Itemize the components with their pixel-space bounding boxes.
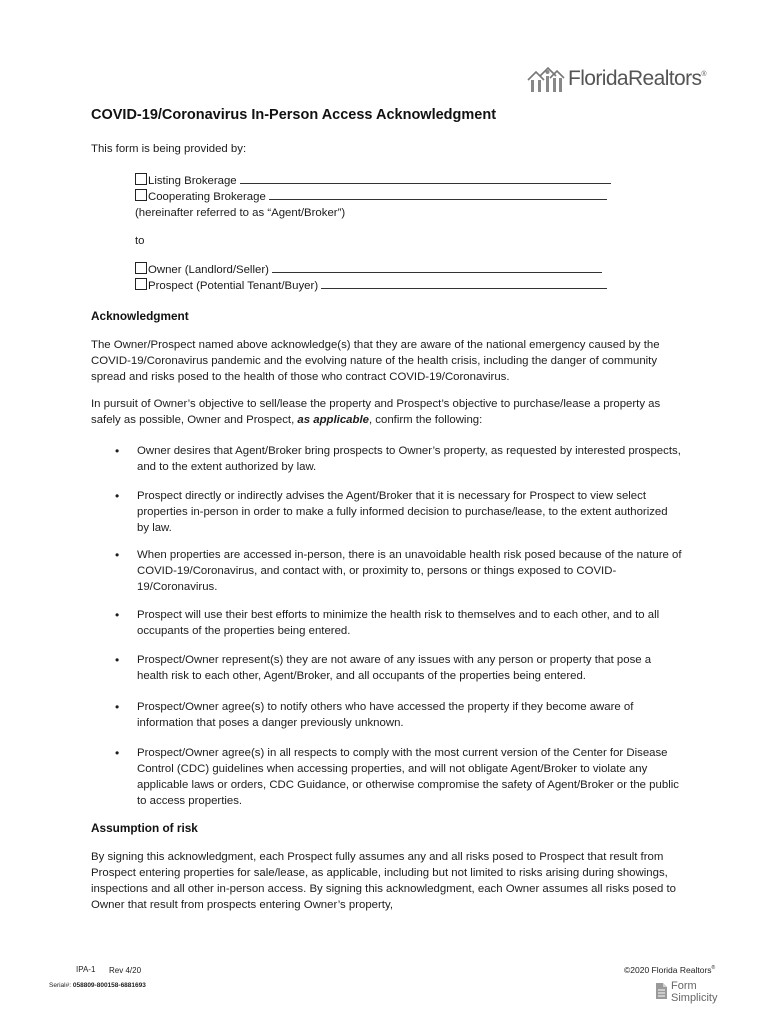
bullet-marker: • [115,608,120,622]
form-simplicity-wordmark: Form Simplicity [671,980,718,1004]
copyright-notice: ©2020 Florida Realtors® [624,965,716,975]
houses-logo-icon [526,62,566,96]
form-id: IPA-1 [76,965,96,974]
bullet-marker: • [115,653,120,667]
objective-paragraph: In pursuit of Owner’s objective to sell/lease the property and Prospect’s objective to purchase/lease a property as safely as possible, Owner and Prospect, as applicable, confirm the following: [91,398,661,426]
bullet-marker: • [115,746,120,760]
page-title: COVID-19/Coronavirus In-Person Access Acknowledgment [91,107,497,123]
acknowledgment-paragraph: The Owner/Prospect named above acknowledge(s) that they are aware of the national emergency caused by the COVID-19/Coronavirus pandemic and the evolving nature of the health crisis, including the danger of community spread and risks posed to the health of those who contract COVID-19/Coronavirus. [91,339,660,383]
listing-brokerage-label: Listing Brokerage [148,175,237,187]
bullet-item: Owner desires that Agent/Broker bring prospects to Owner’s property, as requested by interested prospects, and to the extent authorized by law. [137,445,681,473]
cooperating-brokerage-row [135,189,607,205]
bullet-item: Prospect/Owner agree(s) to notify others who have accessed the property if they become aware of information that poses a danger previously unknown. [137,701,634,729]
prospect-label: Prospect (Potential Tenant/Buyer) [148,280,319,292]
florida-realtors-logo [526,62,706,96]
listing-brokerage-row [135,173,611,189]
hereinafter-note: (hereinafter referred to as “Agent/Broker”) [135,207,346,219]
bullet-marker: • [115,700,120,714]
owner-checkbox[interactable] [135,262,147,274]
prospect-checkbox[interactable] [135,278,147,290]
cooperating-brokerage-label: Cooperating Brokerage [148,191,266,203]
bullet-item: When properties are accessed in-person, there is an unavoidable health risk posed because of the nature of COVID-19/Coronavirus, and contact with, or proximity to, persons or things exposed to COVID-19/Coronavirus. [137,549,682,593]
revision-label: Rev 4/20 [109,966,142,975]
bullet-item: Prospect directly or indirectly advises the Agent/Broker that it is necessary for Prospect to view select properties in-person in order to make a fully informed decision to purchase/lease, to the extent authorized by law. [137,490,668,534]
acknowledgment-heading: Acknowledgment [91,309,189,323]
owner-label: Owner (Landlord/Seller) [148,264,269,276]
logo-wordmark: FloridaRealtors® [568,67,706,90]
form-simplicity-logo [655,980,727,1010]
bullet-item: Prospect will use their best efforts to minimize the health risk to themselves and to each other, and to all occupants of the properties being entered. [137,609,660,637]
listing-brokerage-checkbox[interactable] [135,173,147,185]
document-icon [655,982,668,1000]
prospect-row [135,278,607,294]
cooperating-brokerage-checkbox[interactable] [135,189,147,201]
to-label: to [135,235,145,247]
bullet-marker: • [115,548,120,562]
bullet-item: Prospect/Owner agree(s) in all respects to comply with the most current version of the Center for Disease Control (CDC) guidelines when accessing properties, and will not obligate Agent/Broker to violate any applicable laws or orders, CDC Guidance, or otherwise compromise the safety of Agent/Broker or the public to access properties. [137,747,679,807]
owner-field[interactable] [272,262,602,273]
serial-number: Serial#: 058809-800158-6881693 [49,982,146,989]
assumption-of-risk-heading: Assumption of risk [91,821,198,835]
cooperating-brokerage-field[interactable] [269,189,607,200]
bullet-item: Prospect/Owner represent(s) they are not aware of any issues with any person or property that pose a health risk to each other, Agent/Broker, and all occupants of the properties being entered. [137,654,652,682]
bullet-marker: • [115,444,120,458]
listing-brokerage-field[interactable] [240,173,611,184]
provided-by-label: This form is being provided by: [91,143,247,155]
assumption-of-risk-paragraph: By signing this acknowledgment, each Prospect fully assumes any and all risks posed to Prospect that result from Prospect entering properties for sale/lease, as applicable, including but not limited to risks arising during showings, inspections and all other in-person access. By signing this acknowledgment, each Owner assumes all risks posed to Owner that result from prospects entering Owner’s property, [91,851,677,911]
prospect-field[interactable] [321,278,607,289]
owner-row [135,262,602,278]
bullet-marker: • [115,489,120,503]
